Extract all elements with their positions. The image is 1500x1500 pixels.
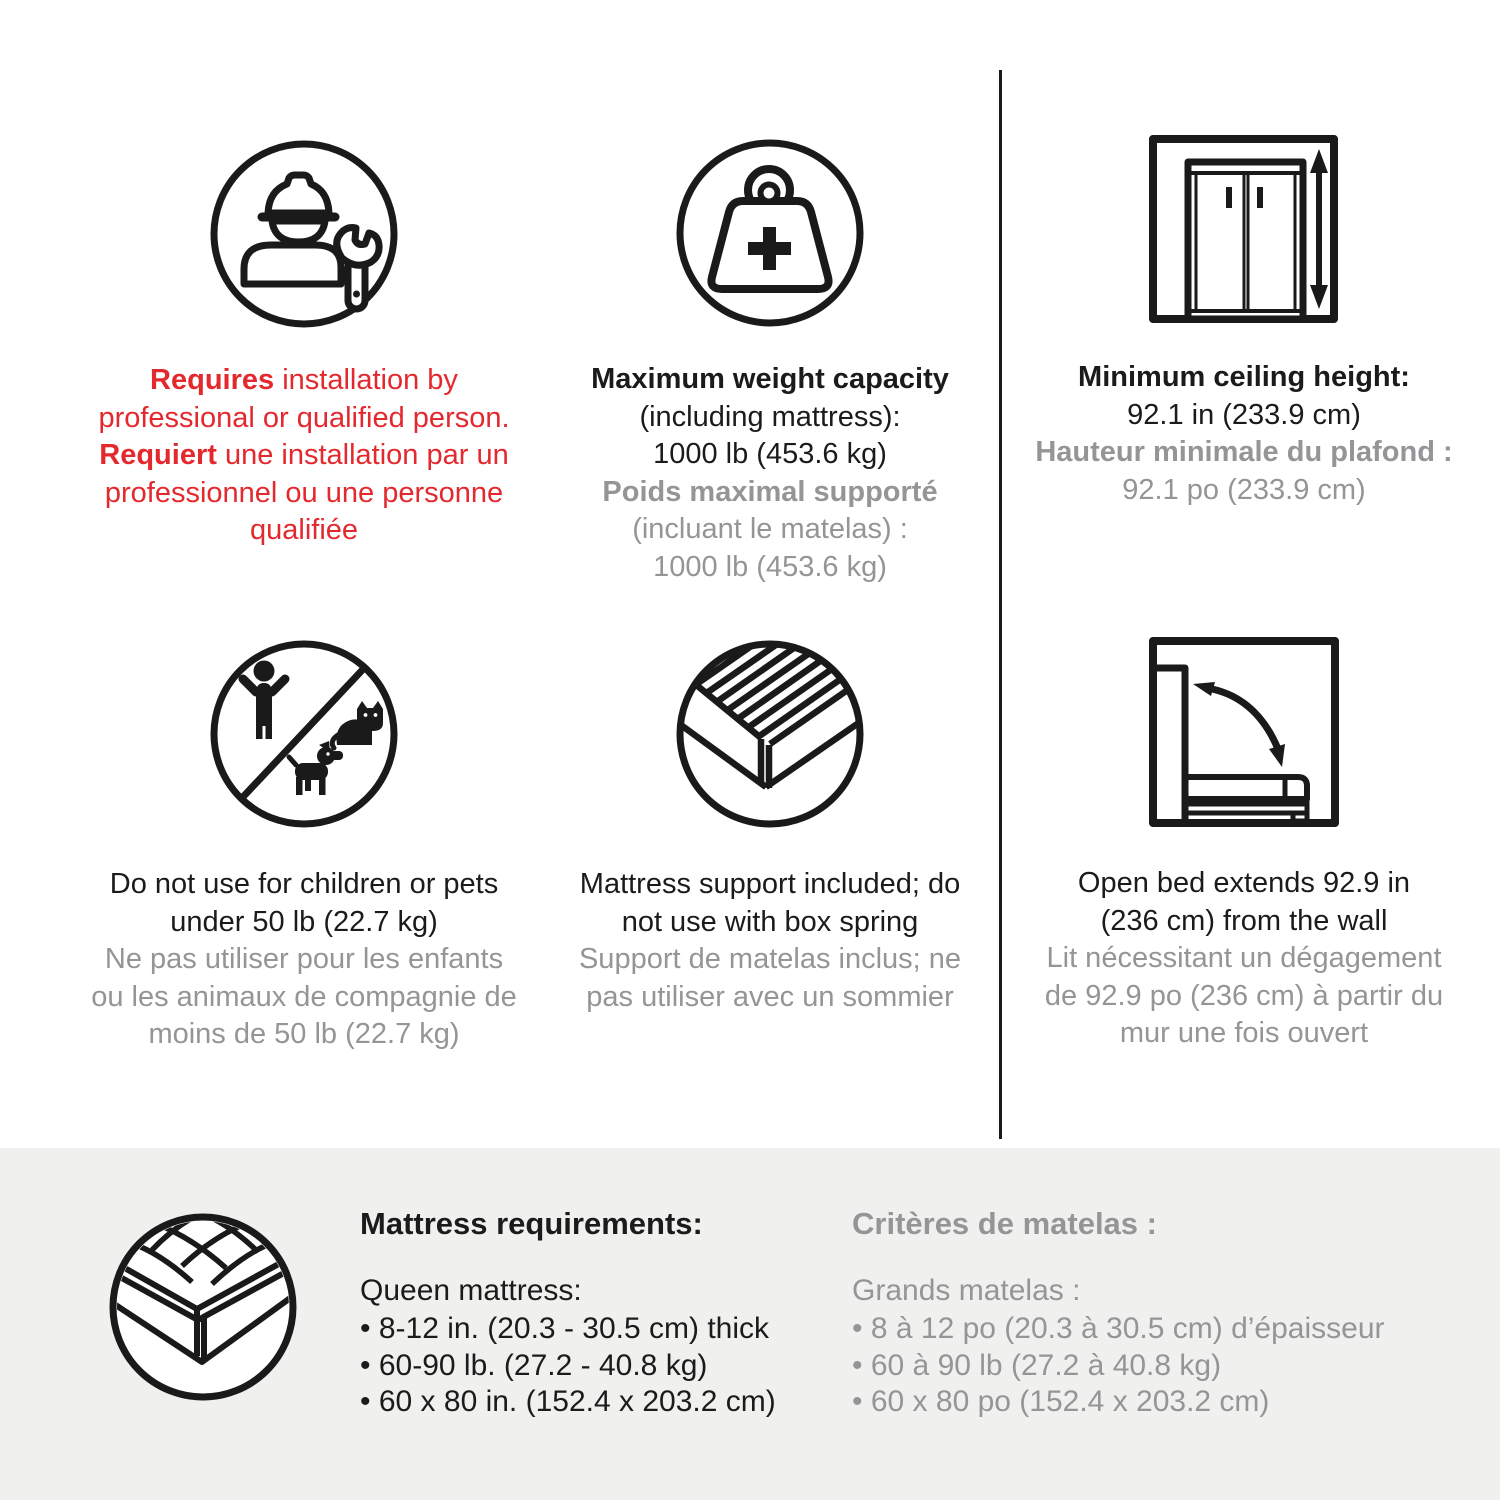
section-title: Critères de matelas : bbox=[852, 1206, 1157, 1241]
text-line: 1000 lb (453.6 kg) bbox=[653, 438, 887, 470]
text-line: (236 cm) from the wall bbox=[1100, 904, 1388, 937]
section-subtitle: Grands matelas : bbox=[852, 1274, 1081, 1307]
open-bed-caption bbox=[1020, 865, 1468, 1053]
text-line: qualifiée bbox=[249, 514, 359, 546]
text-line: Poids maximal supporté bbox=[602, 475, 938, 508]
text-line: professional or qualified person. bbox=[98, 401, 510, 434]
list-item: • 8 à 12 po (20.3 à 30.5 cm) d’épaisseur bbox=[852, 1311, 1385, 1348]
text-line: 92.1 po (233.9 cm) bbox=[1122, 473, 1366, 506]
max-weight-caption bbox=[558, 361, 982, 586]
no-children-pets-caption bbox=[70, 866, 538, 1054]
mattress-support-icon bbox=[673, 637, 867, 831]
open-bed-block bbox=[1020, 637, 1468, 1053]
text-line: de 92.9 po (236 cm) à partir du bbox=[1044, 979, 1444, 1012]
text-line: pas utiliser avec un sommier bbox=[586, 980, 954, 1013]
max-weight-block bbox=[558, 136, 982, 586]
mattress-icon bbox=[106, 1210, 300, 1404]
text-line: professionnel ou une personne bbox=[104, 476, 504, 509]
text-line: 92.1 in (233.9 cm) bbox=[1127, 398, 1361, 431]
section-subtitle: Queen mattress: bbox=[360, 1274, 582, 1307]
text-line: Minimum ceiling height: bbox=[1078, 361, 1410, 393]
text-line: (including mattress): bbox=[639, 400, 901, 433]
text-line: Ne pas utiliser pour les enfants bbox=[104, 943, 504, 975]
list-item: • 60 x 80 po (152.4 x 203.2 cm) bbox=[852, 1384, 1385, 1421]
section-title: Mattress requirements: bbox=[360, 1206, 703, 1241]
open-bed-icon bbox=[1149, 637, 1339, 827]
text-line: Support de matelas inclus; ne bbox=[578, 943, 962, 975]
mattress-requirements-panel bbox=[0, 1148, 1500, 1500]
vertical-divider bbox=[999, 70, 1002, 1139]
text-line: Open bed extends 92.9 in bbox=[1077, 867, 1411, 899]
no-children-pets-icon bbox=[207, 637, 401, 831]
list-item: • 60 x 80 in. (152.4 x 203.2 cm) bbox=[360, 1384, 776, 1421]
installer-icon bbox=[207, 137, 401, 331]
text-line: Mattress support included; do bbox=[579, 868, 961, 900]
installation-block bbox=[70, 137, 538, 550]
text-line: ou les animaux de compagnie de bbox=[91, 980, 517, 1013]
weight-icon bbox=[673, 136, 867, 330]
text-line: Do not use for children or pets bbox=[109, 868, 499, 900]
list-item: • 60-90 lb. (27.2 - 40.8 kg) bbox=[360, 1348, 776, 1385]
mattress-requirements-fr bbox=[852, 1205, 1385, 1421]
mattress-support-block bbox=[558, 637, 982, 1016]
text-line: 1000 lb (453.6 kg) bbox=[653, 550, 887, 583]
text-line: not use with box spring bbox=[621, 905, 919, 938]
text-line: Hauteur minimale du plafond : bbox=[1035, 436, 1453, 468]
mattress-requirements-en bbox=[360, 1205, 776, 1421]
text-line: moins de 50 lb (22.7 kg) bbox=[148, 1018, 460, 1050]
text-line: Maximum weight capacity bbox=[591, 363, 949, 395]
text-line: (incluant le matelas) : bbox=[632, 513, 908, 545]
ceiling-height-caption bbox=[1020, 359, 1468, 509]
text-line: Lit nécessitant un dégagement bbox=[1046, 942, 1442, 974]
installation-caption bbox=[70, 362, 538, 550]
text-line: mur une fois ouvert bbox=[1119, 1017, 1369, 1049]
list-item: • 8-12 in. (20.3 - 30.5 cm) thick bbox=[360, 1311, 776, 1348]
ceiling-height-block bbox=[1020, 135, 1468, 509]
mattress-support-caption bbox=[558, 866, 982, 1016]
requirements-list bbox=[852, 1311, 1385, 1421]
ceiling-height-icon bbox=[1149, 135, 1339, 323]
text-line: Requiert une installation par un bbox=[99, 439, 509, 471]
text-line: Requires installation by bbox=[150, 364, 458, 396]
list-item: • 60 à 90 lb (27.2 à 40.8 kg) bbox=[852, 1348, 1385, 1385]
no-children-pets-block bbox=[70, 637, 538, 1054]
text-line: under 50 lb (22.7 kg) bbox=[170, 905, 438, 938]
requirements-list bbox=[360, 1311, 776, 1421]
